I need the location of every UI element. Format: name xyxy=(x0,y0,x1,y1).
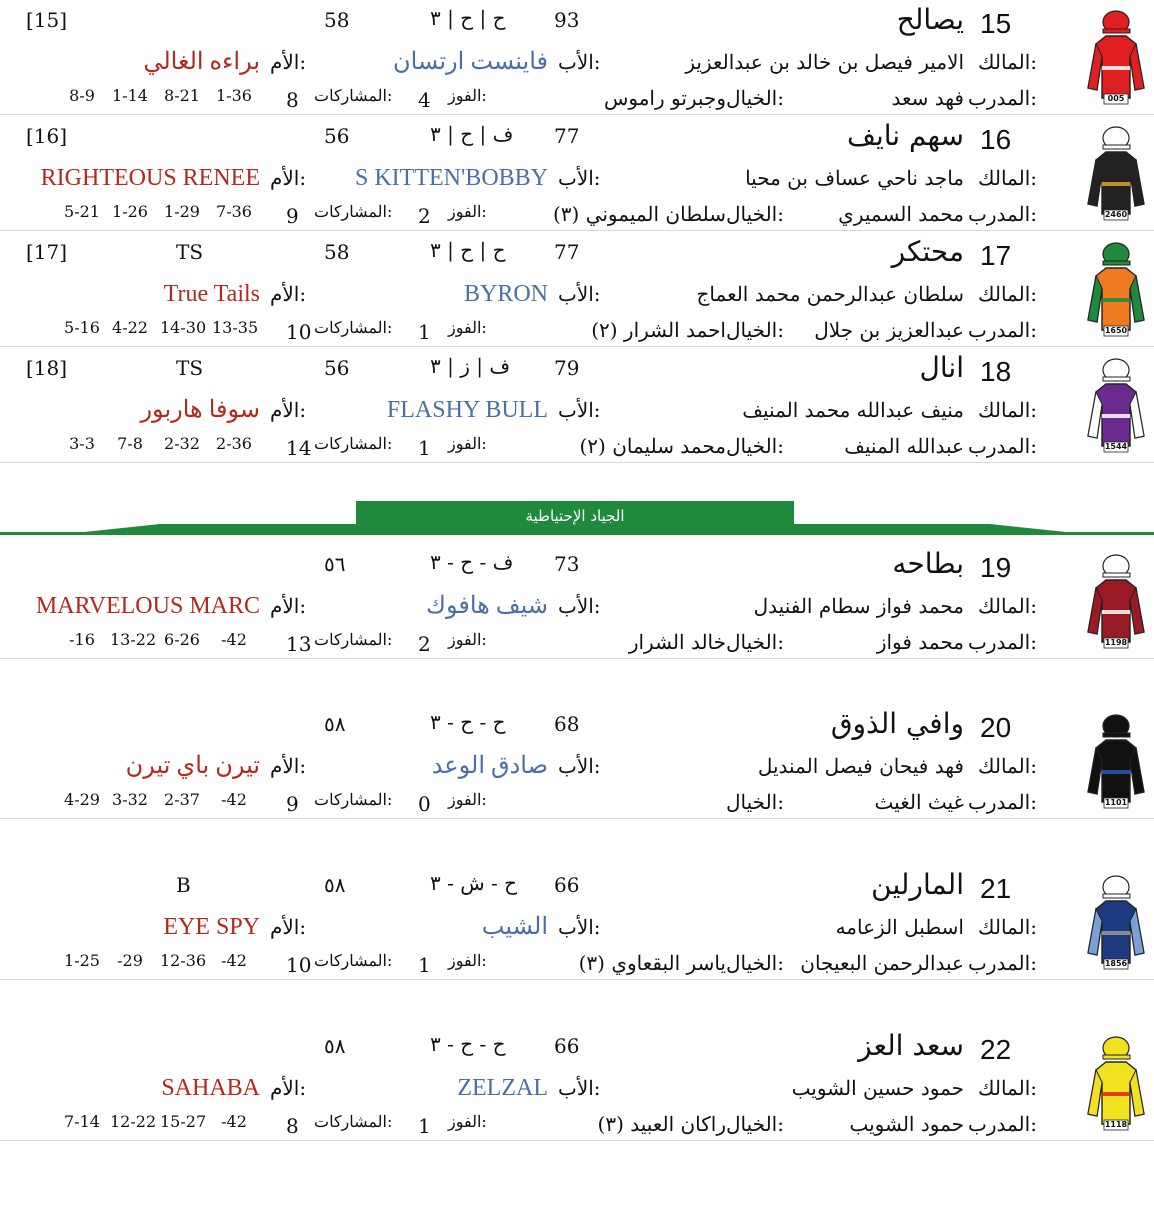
horse-name: سهم نايف xyxy=(846,119,964,152)
form-run: 1-25 xyxy=(64,951,100,970)
sire-label: الأب: xyxy=(558,915,601,939)
rating: 73 xyxy=(554,552,580,576)
age-sex: ح - ح - ٣ xyxy=(430,1032,506,1056)
owner-name: الامير فيصل بن خالد بن عبدالعزيز xyxy=(685,50,964,74)
wins-label: الفوز: xyxy=(448,434,487,453)
trainer-name: غيث الغيث xyxy=(874,790,964,814)
owner-name: محمد فواز سطام الفنيدل xyxy=(753,594,964,618)
runs-count: 10 xyxy=(286,320,312,344)
jockey-label: الخيال: xyxy=(726,951,784,975)
dam-label: الأم: xyxy=(270,282,307,306)
silk-id: 005 xyxy=(1107,94,1125,103)
horse-name: المارلين xyxy=(871,868,964,901)
owner-label: المالك: xyxy=(978,166,1038,190)
wins-label: الفوز: xyxy=(448,790,487,809)
wins-count: 1 xyxy=(418,320,431,344)
age-sex: ح | ح | ٣ xyxy=(430,6,506,30)
owner-name: منيف عبدالله محمد المنيف xyxy=(742,398,964,422)
form-run: 8-9 xyxy=(69,86,95,105)
horse-entry xyxy=(0,0,1154,115)
jockey-silks-image xyxy=(1082,554,1152,650)
form-run: 7-8 xyxy=(117,434,143,453)
rating: 77 xyxy=(554,240,580,264)
form-run: 5-21 xyxy=(64,202,100,221)
owner-name: فهد فيحان فيصل المنديل xyxy=(757,754,964,778)
jockey-label: الخيال: xyxy=(726,318,784,342)
trainer-name: عبدالرحمن البعيجان xyxy=(800,951,964,975)
silk-id: 1544 xyxy=(1104,442,1128,451)
form-run: 8-21 xyxy=(164,86,200,105)
form-run: 12-36 xyxy=(160,951,207,970)
horse-number: 22 xyxy=(980,1034,1012,1065)
runs-label: المشاركات: xyxy=(314,790,393,809)
trainer-label: المدرب: xyxy=(968,318,1037,342)
sire-name: فاينست ارتسان xyxy=(393,49,548,75)
wins-count: 0 xyxy=(418,792,431,816)
form-run: 4-29 xyxy=(64,790,100,809)
form-run: -29 xyxy=(117,951,143,970)
owner-label: المالك: xyxy=(978,398,1038,422)
horse-number: 21 xyxy=(980,873,1012,904)
runs-count: 8 xyxy=(286,1114,299,1138)
sire-label: الأب: xyxy=(558,282,601,306)
dam-label: الأم: xyxy=(270,754,307,778)
form-run: 13-22 xyxy=(110,630,157,649)
weight: 56 xyxy=(324,124,350,148)
rating: 68 xyxy=(554,712,580,736)
reserve-title: الجياد الإحتياطية xyxy=(525,507,625,525)
jockey-label: الخيال: xyxy=(726,790,784,814)
owner-name: اسطبل الزعامه xyxy=(835,915,964,939)
dam-name: براءه الغالي xyxy=(143,49,260,75)
horse-name: انال xyxy=(919,351,964,384)
age-sex: ح - ح - ٣ xyxy=(430,710,506,734)
trainer-label: المدرب: xyxy=(968,434,1037,458)
wins-label: الفوز: xyxy=(448,630,487,649)
form-run: -42 xyxy=(221,951,247,970)
runs-label: المشاركات: xyxy=(314,202,393,221)
runs-count: 9 xyxy=(286,792,299,816)
wins-count: 1 xyxy=(418,1114,431,1138)
owner-name: ماجد ناحي عساف بن محيا xyxy=(745,166,964,190)
jockey-name: محمد سليمان (٢) xyxy=(579,434,726,458)
horse-name: بطاحه xyxy=(892,547,964,580)
horse-entry xyxy=(0,544,1154,659)
form-run: 1-36 xyxy=(216,86,252,105)
form-run: 7-36 xyxy=(216,202,252,221)
trainer-label: المدرب: xyxy=(968,202,1037,226)
owner-label: المالك: xyxy=(978,915,1038,939)
horse-name: محتكر xyxy=(891,235,964,268)
form-run: 2-37 xyxy=(164,790,200,809)
sire-label: الأب: xyxy=(558,398,601,422)
reserve-divider xyxy=(0,498,1154,540)
rating: 93 xyxy=(554,8,580,32)
silk-id: 1650 xyxy=(1104,326,1128,335)
horse-name: وافي الذوق xyxy=(830,707,964,740)
sire-label: الأب: xyxy=(558,50,601,74)
runs-count: 10 xyxy=(286,953,312,977)
jockey-label: الخيال: xyxy=(726,1112,784,1136)
horse-entry xyxy=(0,865,1154,980)
jockey-silks-image xyxy=(1082,126,1152,222)
dam-name: سوفا هاربور xyxy=(140,397,260,423)
sire-name: شيف هافوك xyxy=(426,593,548,619)
trainer-name: عبدالله المنيف xyxy=(844,434,964,458)
form-run: 3-3 xyxy=(69,434,95,453)
form-run: 15-27 xyxy=(160,1112,207,1131)
age-sex: ف | ح | ٣ xyxy=(430,122,514,146)
horse-number: 15 xyxy=(980,8,1012,39)
jockey-silks-image xyxy=(1082,875,1152,971)
form-run: 2-36 xyxy=(216,434,252,453)
age-sex: ح | ح | ٣ xyxy=(430,238,506,262)
jockey-label: الخيال: xyxy=(726,434,784,458)
sire-name: ZELZAL xyxy=(457,1075,548,1101)
sire-name: S KITTEN'BOBBY xyxy=(355,165,548,191)
owner-name: سلطان عبدالرحمن محمد العماج xyxy=(696,282,964,306)
owner-label: المالك: xyxy=(978,50,1038,74)
weight: ٥٨ xyxy=(324,873,346,897)
age-sex: ف | ز | ٣ xyxy=(430,354,511,378)
horse-number: 16 xyxy=(980,124,1012,155)
wins-label: الفوز: xyxy=(448,202,487,221)
age-sex: ح - ش - ٣ xyxy=(430,871,518,895)
owner-name: حمود حسين الشويب xyxy=(791,1076,964,1100)
form-run: 7-14 xyxy=(64,1112,100,1131)
trainer-name: محمد السميري xyxy=(838,202,964,226)
horse-entry xyxy=(0,704,1154,819)
sire-label: الأب: xyxy=(558,166,601,190)
runs-label: المشاركات: xyxy=(314,434,393,453)
trainer-name: حمود الشويب xyxy=(849,1112,964,1136)
wins-count: 2 xyxy=(418,632,431,656)
horse-entry xyxy=(0,348,1154,463)
jockey-name: راكان العبيد (٣) xyxy=(597,1112,726,1136)
form-run: 14-30 xyxy=(160,318,207,337)
form-run: -16 xyxy=(69,630,95,649)
horse-entry xyxy=(0,116,1154,231)
rating: 79 xyxy=(554,356,580,380)
form-run: 2-32 xyxy=(164,434,200,453)
jockey-silks-image xyxy=(1082,1036,1152,1132)
dam-name: RIGHTEOUS RENEE xyxy=(40,165,260,191)
trainer-name: محمد فواز xyxy=(876,630,964,654)
dam-label: الأم: xyxy=(270,50,307,74)
form-run: 13-35 xyxy=(212,318,259,337)
sire-label: الأب: xyxy=(558,754,601,778)
dam-name: SAHABA xyxy=(161,1075,260,1101)
runs-label: المشاركات: xyxy=(314,630,393,649)
form-run: 1-26 xyxy=(112,202,148,221)
horse-number: 17 xyxy=(980,240,1012,271)
weight: ٥٨ xyxy=(324,712,346,736)
jockey-silks-image xyxy=(1082,358,1152,454)
horse-name: سعد العز xyxy=(858,1029,964,1062)
sire-name: صادق الوعد xyxy=(431,753,548,779)
draw-number: [17] xyxy=(26,240,68,264)
draw-number: [18] xyxy=(26,356,68,380)
wins-count: 1 xyxy=(418,436,431,460)
trainer-label: المدرب: xyxy=(968,86,1037,110)
jockey-label: الخيال: xyxy=(726,202,784,226)
wins-count: 4 xyxy=(418,88,431,112)
weight: ٥٦ xyxy=(324,552,346,576)
dam-name: MARVELOUS MARC xyxy=(35,593,260,619)
jockey-name: احمد الشرار (٢) xyxy=(591,318,726,342)
jockey-label: الخيال: xyxy=(726,630,784,654)
age-sex: ف - ح - ٣ xyxy=(430,550,514,574)
dam-label: الأم: xyxy=(270,915,307,939)
wins-label: الفوز: xyxy=(448,318,487,337)
runs-count: 9 xyxy=(286,204,299,228)
runs-label: المشاركات: xyxy=(314,318,393,337)
sire-label: الأب: xyxy=(558,1076,601,1100)
weight: 58 xyxy=(324,8,350,32)
horse-number: 19 xyxy=(980,552,1012,583)
weight: 56 xyxy=(324,356,350,380)
wins-label: الفوز: xyxy=(448,951,487,970)
trainer-label: المدرب: xyxy=(968,1112,1037,1136)
wins-count: 1 xyxy=(418,953,431,977)
horse-number: 20 xyxy=(980,712,1012,743)
form-run: 1-29 xyxy=(164,202,200,221)
jockey-silks-image xyxy=(1082,714,1152,810)
jockey-silks-image xyxy=(1082,10,1152,106)
rating: 77 xyxy=(554,124,580,148)
owner-label: المالك: xyxy=(978,1076,1038,1100)
dam-name: EYE SPY xyxy=(163,914,260,940)
sire-name: BYRON xyxy=(463,281,548,307)
form-run: 1-14 xyxy=(112,86,148,105)
form-run: -42 xyxy=(221,790,247,809)
dam-label: الأم: xyxy=(270,398,307,422)
form-run: 4-22 xyxy=(112,318,148,337)
wins-count: 2 xyxy=(418,204,431,228)
form-run: 5-16 xyxy=(64,318,100,337)
owner-label: المالك: xyxy=(978,282,1038,306)
jockey-name: سلطان الميموني (٣) xyxy=(552,202,726,226)
draw-number: [16] xyxy=(26,124,68,148)
dam-name: تيرن باي تيرن xyxy=(125,753,260,779)
silk-id: 1101 xyxy=(1104,798,1128,807)
equipment-tag: TS xyxy=(176,356,204,380)
dam-label: الأم: xyxy=(270,1076,307,1100)
runs-count: 14 xyxy=(286,436,312,460)
jockey-silks-image xyxy=(1082,242,1152,338)
runs-count: 8 xyxy=(286,88,299,112)
draw-number: [15] xyxy=(26,8,68,32)
trainer-label: المدرب: xyxy=(968,790,1037,814)
jockey-name: خالد الشرار xyxy=(628,630,726,654)
jockey-name: وجبرتو راموس xyxy=(603,86,726,110)
form-run: 12-22 xyxy=(110,1112,157,1131)
dam-label: الأم: xyxy=(270,594,307,618)
trainer-label: المدرب: xyxy=(968,630,1037,654)
runs-count: 13 xyxy=(286,632,312,656)
horse-entry xyxy=(0,232,1154,347)
form-run: -42 xyxy=(221,630,247,649)
horse-entry xyxy=(0,1026,1154,1141)
equipment-tag: B xyxy=(176,873,191,897)
silk-id: 2460 xyxy=(1104,210,1128,219)
wins-label: الفوز: xyxy=(448,86,487,105)
rating: 66 xyxy=(554,1034,580,1058)
sire-name: الشيب xyxy=(481,914,548,940)
trainer-name: فهد سعد xyxy=(891,86,964,110)
equipment-tag: TS xyxy=(176,240,204,264)
form-run: 6-26 xyxy=(164,630,200,649)
dam-label: الأم: xyxy=(270,166,307,190)
silk-id: 1118 xyxy=(1104,1120,1128,1129)
horse-name: يصالح xyxy=(896,3,964,36)
horse-number: 18 xyxy=(980,356,1012,387)
trainer-name: عبدالعزيز بن جلال xyxy=(814,318,964,342)
sire-name: FLASHY BULL xyxy=(386,397,548,423)
owner-label: المالك: xyxy=(978,594,1038,618)
runs-label: المشاركات: xyxy=(314,1112,393,1131)
wins-label: الفوز: xyxy=(448,1112,487,1131)
dam-name: True Tails xyxy=(163,281,260,307)
runs-label: المشاركات: xyxy=(314,951,393,970)
weight: 58 xyxy=(324,240,350,264)
form-run: 3-32 xyxy=(112,790,148,809)
rating: 66 xyxy=(554,873,580,897)
runs-label: المشاركات: xyxy=(314,86,393,105)
trainer-label: المدرب: xyxy=(968,951,1037,975)
silk-id: 1856 xyxy=(1104,959,1128,968)
sire-label: الأب: xyxy=(558,594,601,618)
jockey-name: ياسر البقعاوي (٣) xyxy=(578,951,726,975)
silk-id: 1198 xyxy=(1104,638,1128,647)
weight: ٥٨ xyxy=(324,1034,346,1058)
owner-label: المالك: xyxy=(978,754,1038,778)
jockey-label: الخيال: xyxy=(726,86,784,110)
form-run: -42 xyxy=(221,1112,247,1131)
